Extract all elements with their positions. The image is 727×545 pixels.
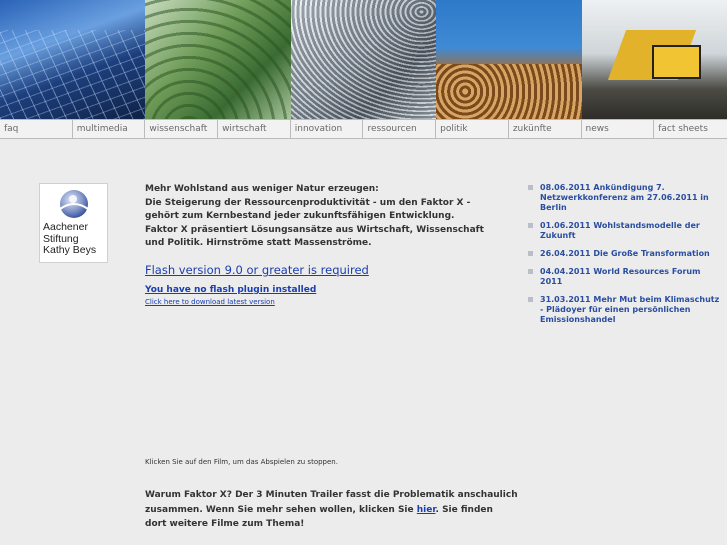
nav-item-fact-sheets[interactable]: fact sheets: [658, 124, 708, 134]
trailer-description: [145, 488, 518, 532]
video-hint-text: Klicken Sie auf den Film, um das Abspielen zu stoppen.: [145, 458, 338, 466]
why-line: Warum Faktor X? Der 3 Minuten Trailer fasst die Problematik anschaulich: [145, 490, 518, 500]
bullet-icon: [528, 185, 533, 190]
download-flash-link[interactable]: Click here to download latest version: [145, 298, 275, 306]
intro-line: Mehr Wohlstand aus weniger Natur erzeugen:: [145, 184, 379, 194]
header-banner: [0, 0, 727, 119]
news-link[interactable]: 04.04.2011 World Resources Forum 2011: [540, 267, 701, 286]
news-item[interactable]: [528, 183, 723, 213]
why-text: zusammen. Wenn Sie mehr sehen wollen, klicken Sie: [145, 504, 417, 515]
news-item[interactable]: [528, 267, 723, 287]
logo-text: Aachener Stiftung Kathy Beys: [43, 221, 97, 256]
nav-item-ressourcen[interactable]: ressourcen: [363, 120, 436, 138]
main-navigation: [0, 119, 727, 139]
rice-terraces-photo: [145, 0, 291, 119]
nav-item-faq[interactable]: faq: [0, 120, 73, 138]
news-list: [528, 183, 723, 325]
why-line: [145, 503, 493, 518]
intro-line: gehört zum Kernbestand jeder zukunftsfähigen Entwicklung.: [145, 211, 455, 221]
steel-coils-photo: [291, 0, 436, 119]
news-link[interactable]: 01.06.2011 Wohlstandsmodelle der Zukunft: [540, 221, 700, 240]
excavator-photo: [582, 0, 727, 119]
why-text: . Sie finden: [435, 504, 493, 515]
bullet-icon: [528, 269, 533, 274]
nav-item-politik[interactable]: politik: [436, 120, 509, 138]
intro-line: Faktor X präsentiert Lösungsansätze aus Wirtschaft, Wissenschaft: [145, 224, 484, 235]
nav-item-innovation[interactable]: innovation: [291, 120, 364, 138]
bullet-icon: [528, 251, 533, 256]
timber-logs-photo: [436, 0, 582, 119]
intro-text: [145, 183, 484, 251]
solar-panels-photo: [0, 0, 145, 119]
news-item[interactable]: [528, 221, 723, 241]
no-flash-plugin-link[interactable]: You have no flash plugin installed: [145, 285, 317, 295]
why-line: dort weitere Filme zum Thema!: [145, 519, 305, 529]
bullet-icon: [528, 297, 533, 302]
flash-required-link[interactable]: Flash version 9.0 or greater is required: [145, 263, 369, 277]
nav-item-wissenschaft[interactable]: wissenschaft: [145, 120, 218, 138]
intro-line: und Politik. Hirnströme statt Massenströme.: [145, 238, 372, 248]
intro-line: Die Steigerung der Ressourcenproduktivität - um den Faktor X -: [145, 197, 471, 208]
nav-item-zukuenfte[interactable]: zukünfte: [509, 120, 582, 138]
more-films-link[interactable]: hier: [416, 504, 436, 515]
news-link[interactable]: 08.06.2011 Ankündigung 7. Netzwerkkonferenz am 27.06.2011 in Berlin: [540, 183, 709, 212]
news-item[interactable]: [528, 295, 723, 325]
news-item[interactable]: [528, 249, 723, 259]
nav-item-news[interactable]: news: [582, 120, 655, 138]
news-link[interactable]: 31.03.2011 Mehr Mut beim Klimaschutz - Plädoyer für einen persönlichen Emissionshandel: [540, 295, 720, 324]
bullet-icon: [528, 223, 533, 228]
nav-item-multimedia[interactable]: multimedia: [73, 120, 146, 138]
nav-item-wirtschaft[interactable]: wirtschaft: [218, 120, 291, 138]
globe-emblem-icon: [54, 187, 94, 219]
foundation-logo[interactable]: [39, 183, 108, 263]
news-link[interactable]: 26.04.2011 Die Große Transformation: [540, 249, 710, 258]
